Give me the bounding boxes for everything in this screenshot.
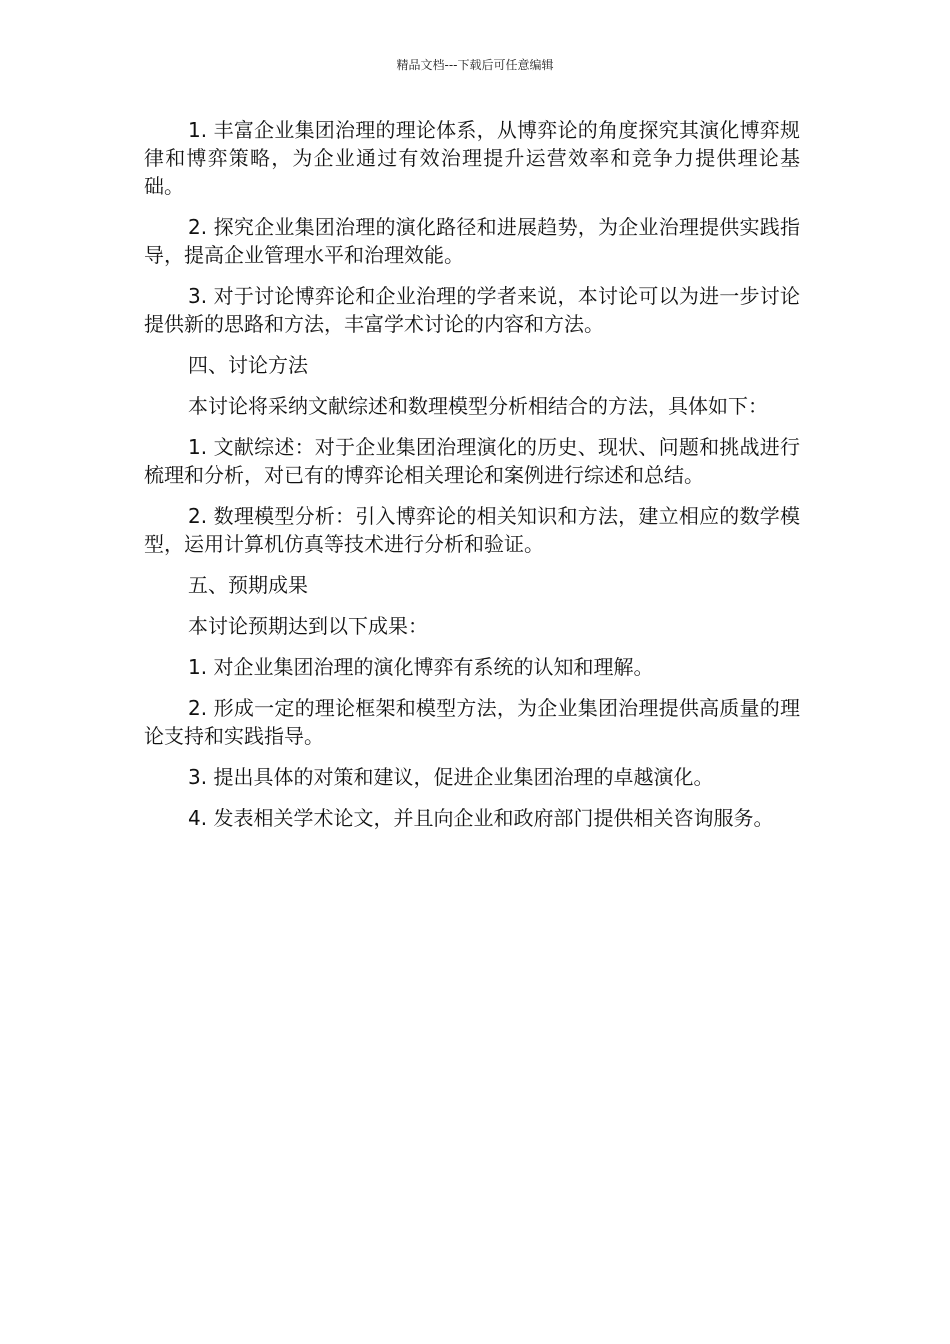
paragraph-method-2: 2. 数理模型分析：引入博弈论的相关知识和方法，建立相应的数学模型，运用计算机仿真等技术进行分析和验证。: [144, 504, 800, 556]
paragraph-outcomes-intro: 本讨论预期达到以下成果：: [188, 614, 428, 638]
section-heading-methods: 四、讨论方法: [188, 353, 308, 377]
paragraph-goal-2: 2. 探究企业集团治理的演化路径和进展趋势，为企业治理提供实践指导，提高企业管理水平和治理效能。: [144, 215, 800, 267]
document-body: [144, 116, 800, 845]
page-header: 精品文档---下载后可任意编辑: [396, 58, 554, 72]
paragraph-outcome-3: 3. 提出具体的对策和建议，促进企业集团治理的卓越演化。: [188, 765, 714, 789]
paragraph-goal-1: 1. 丰富企业集团治理的理论体系，从博弈论的角度探究其演化博弈规律和博弈策略，为企业通过有效治理提升运营效率和竞争力提供理论基础。: [144, 118, 800, 198]
paragraph-method-1: 1. 文献综述：对于企业集团治理演化的历史、现状、问题和挑战进行梳理和分析，对已有的博弈论相关理论和案例进行综述和总结。: [144, 435, 800, 487]
paragraph-methods-intro: 本讨论将采纳文献综述和数理模型分析相结合的方法，具体如下：: [188, 394, 768, 418]
paragraph-outcome-2: 2. 形成一定的理论框架和模型方法，为企业集团治理提供高质量的理论支持和实践指导。: [144, 696, 800, 748]
paragraph-outcome-4: 4. 发表相关学术论文，并且向企业和政府部门提供相关咨询服务。: [188, 806, 774, 830]
paragraph-outcome-1: 1. 对企业集团治理的演化博弈有系统的认知和理解。: [188, 655, 654, 679]
paragraph-goal-3: 3. 对于讨论博弈论和企业治理的学者来说，本讨论可以为进一步讨论提供新的思路和方法，丰富学术讨论的内容和方法。: [144, 284, 800, 336]
section-heading-outcomes: 五、预期成果: [188, 573, 308, 597]
